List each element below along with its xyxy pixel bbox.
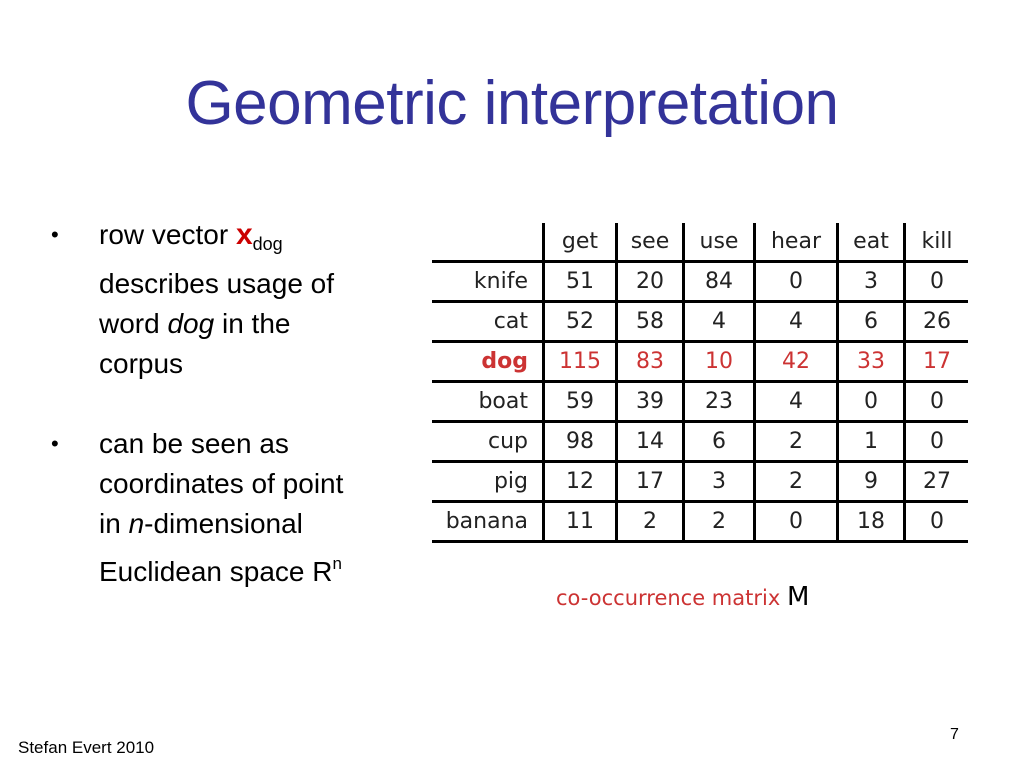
- bullet-text: Euclidean space R: [99, 556, 333, 587]
- table-cell: 4: [755, 382, 838, 422]
- table-cell: 6: [838, 302, 905, 342]
- column-header: get: [544, 223, 617, 262]
- table-cell: 6: [684, 422, 755, 462]
- caption-symbol: M: [786, 582, 810, 612]
- slide-title: Geometric interpretation: [185, 69, 839, 138]
- table-cell: 0: [755, 502, 838, 542]
- column-header: use: [684, 223, 755, 262]
- table-cell: 9: [838, 462, 905, 502]
- bullet-text: word: [99, 308, 168, 339]
- table-cell: 10: [684, 342, 755, 382]
- column-header: kill: [905, 223, 969, 262]
- bullet-item: [48, 215, 418, 384]
- bullet-item: [48, 424, 418, 592]
- table-cell: 20: [617, 262, 684, 302]
- row-label: cat: [432, 302, 544, 342]
- table-cell: 2: [755, 462, 838, 502]
- table-cell: 23: [684, 382, 755, 422]
- column-header: hear: [755, 223, 838, 262]
- bullet-text: in: [99, 508, 129, 539]
- table-caption: [556, 582, 809, 612]
- row-label: knife: [432, 262, 544, 302]
- row-label: pig: [432, 462, 544, 502]
- bullet-text: -dimensional: [144, 508, 303, 539]
- caption-text: co-occurrence matrix: [556, 586, 787, 610]
- table-row: [432, 382, 968, 422]
- bullet-text: corpus: [99, 348, 184, 379]
- table-cell: 26: [905, 302, 969, 342]
- column-header: eat: [838, 223, 905, 262]
- superscript-n: n: [332, 554, 342, 573]
- table-corner: [432, 223, 544, 262]
- table-cell: 33: [838, 342, 905, 382]
- table-cell: 51: [544, 262, 617, 302]
- table-cell: 0: [755, 262, 838, 302]
- bullet-list: [48, 215, 418, 632]
- table-row: [432, 342, 968, 382]
- table-row: [432, 422, 968, 462]
- table-cell: 0: [905, 382, 969, 422]
- table-cell: 27: [905, 462, 969, 502]
- bullet-text: describes usage of: [99, 268, 335, 299]
- table-cell: 42: [755, 342, 838, 382]
- table-cell: 59: [544, 382, 617, 422]
- vector-symbol: x: [235, 218, 253, 251]
- row-label: cup: [432, 422, 544, 462]
- table-cell: 17: [905, 342, 969, 382]
- table-cell: 98: [544, 422, 617, 462]
- table-cell: 0: [838, 382, 905, 422]
- table-cell: 3: [838, 262, 905, 302]
- table-cell: 4: [755, 302, 838, 342]
- table-cell: 17: [617, 462, 684, 502]
- row-label: boat: [432, 382, 544, 422]
- page-number: 7: [950, 726, 959, 743]
- table-cell: 2: [684, 502, 755, 542]
- table-cell: 39: [617, 382, 684, 422]
- column-header: see: [617, 223, 684, 262]
- table-cell: 0: [905, 502, 969, 542]
- table-row: [432, 502, 968, 542]
- table-cell: 0: [905, 422, 969, 462]
- bullet-text: in the: [214, 308, 291, 339]
- table-row: [432, 462, 968, 502]
- emphasis-word: dog: [167, 308, 215, 339]
- table-row: [432, 302, 968, 342]
- row-label: banana: [432, 502, 544, 542]
- table-cell: 18: [838, 502, 905, 542]
- bullet-text: row vector: [99, 219, 236, 250]
- table-cell: 84: [684, 262, 755, 302]
- table-cell: 115: [544, 342, 617, 382]
- table-row: [432, 262, 968, 302]
- bullet-dot-icon: •: [51, 222, 59, 247]
- bullet-text: coordinates of point: [99, 468, 344, 499]
- table-cell: 2: [755, 422, 838, 462]
- table-cell: 11: [544, 502, 617, 542]
- bullet-text: can be seen as: [99, 428, 289, 459]
- table-cell: 14: [617, 422, 684, 462]
- vector-subscript: dog: [252, 234, 283, 254]
- cooccurrence-table: [432, 223, 968, 543]
- table-cell: 58: [617, 302, 684, 342]
- table-cell: 83: [617, 342, 684, 382]
- table-cell: 0: [905, 262, 969, 302]
- table-cell: 52: [544, 302, 617, 342]
- table-cell: 4: [684, 302, 755, 342]
- emphasis-n: n: [128, 508, 145, 539]
- bullet-dot-icon: •: [51, 431, 59, 456]
- footer-author: Stefan Evert 2010: [18, 738, 155, 757]
- table-header-row: [432, 223, 968, 262]
- table-cell: 3: [684, 462, 755, 502]
- table-cell: 2: [617, 502, 684, 542]
- table-cell: 1: [838, 422, 905, 462]
- table-cell: 12: [544, 462, 617, 502]
- row-label: dog: [432, 342, 544, 382]
